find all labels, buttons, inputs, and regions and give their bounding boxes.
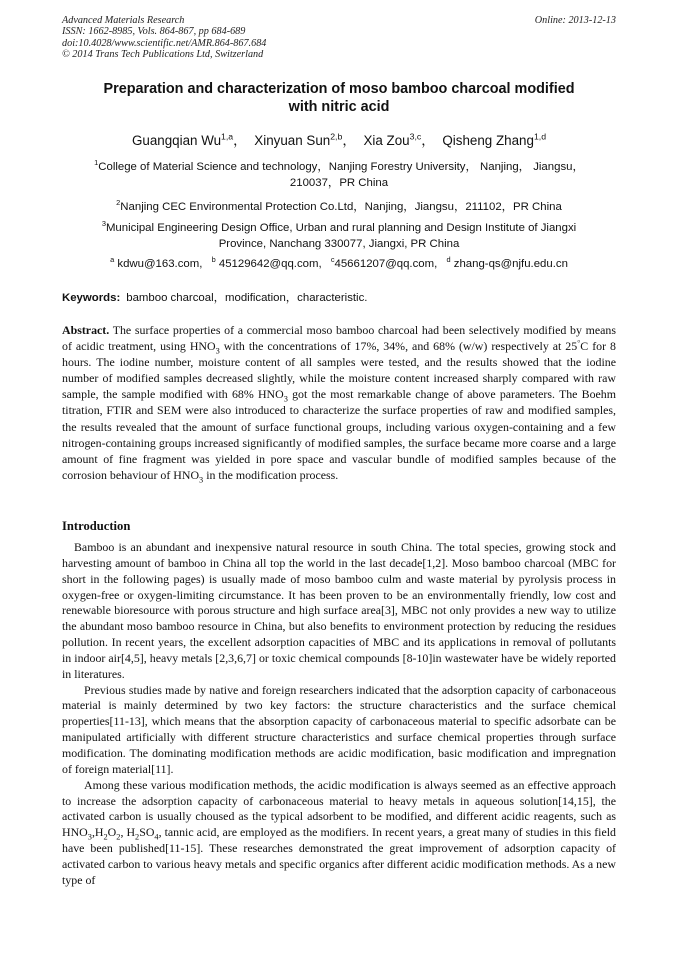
email-list <box>62 256 616 272</box>
journal-name: Advanced Materials Research <box>62 15 185 26</box>
author-name: Guangqian Wu <box>131 133 222 148</box>
copyright-line: © 2014 Trans Tech Publications Ltd, Switzerland <box>62 49 264 61</box>
email[interactable] <box>330 255 438 270</box>
subscript: 3 <box>283 394 288 404</box>
body-paragraph <box>62 778 616 889</box>
author-separator: ， <box>421 133 435 148</box>
email-address[interactable]: kdwu@163.com, <box>117 258 203 270</box>
doi-line[interactable]: doi:10.4028/www.scientific.net/AMR.864-867.684 <box>62 37 267 49</box>
issn-line: ISSN: 1662-8985, Vols. 864-867, pp 684-689 <box>62 26 246 38</box>
author-separator: ， <box>233 133 247 148</box>
affiliation-line: Municipal Engineering Design Office, Urban and rural planning and Design Institute of Jiangxi <box>105 222 577 234</box>
affiliation-line: Nanjing CEC Environmental Protection Co.Ltd，Nanjing，Jiangsu，211102，PR China <box>120 201 562 213</box>
title-line-2: with nitric acid <box>288 99 390 115</box>
email[interactable] <box>446 255 568 270</box>
abstract-text: C for 8 hours. The iodine number, moisture content of all samples were tested, and the results showed that the iodine number of modified samples decreased slightly, while the moisture content increased sharply compared with raw sample, the sample modified with 68% HNO <box>62 339 616 402</box>
author-affil-marker: 3,c <box>409 131 422 142</box>
email-marker: d <box>446 255 451 265</box>
abstract-text: The surface properties of a commercial moso bamboo charcoal had been selectively modified by means of acidic treatment, using HNO <box>62 323 616 354</box>
email[interactable] <box>211 255 322 270</box>
body-paragraph: Previous studies made by native and foreign researchers indicated that the adsorption capacity of carbonaceous material is mainly determined by two key factors: the structure characteristics and the surface chemical properties[11-13], which means that the absorption capacity of carbonaceous material to specific adsorbate can be manipulated artificially with different structure characteristics and surface chemical properties through surface modification. The dominating modification methods are acidic modification, basic modification and impregnation of foreign material[11]. <box>62 682 616 776</box>
journal-header <box>62 15 616 61</box>
abstract-text: with the concentrations of 17%, 34%, and 68% (w/w) respectively at 25 <box>219 339 578 354</box>
body-text: , H <box>120 825 136 840</box>
subscript: 2 <box>116 832 121 842</box>
email-address[interactable]: 45661207@qq.com, <box>334 258 438 270</box>
subscript: 2 <box>135 832 140 842</box>
title-line-1: Preparation and characterization of moso bamboo charcoal modified <box>103 81 575 97</box>
email-marker: c <box>330 255 335 265</box>
affiliation-marker: 3 <box>101 219 106 229</box>
abstract-text: in the modification process. <box>203 467 339 482</box>
abstract-text: got the most remarkable change of above parameters. The Boehm titration, FTIR and SEM were also introduced to characterize the surface properties of raw and modified samples, the results revealed that the amount of surface functional groups, including various oxygen-containing and a few nitrogen-containing groups increased significantly of modified samples, the surface became more coarse and a large amount of fine fragment was yielded in pore space and vascular bundle of modified samples because of the corrosion behaviour of HNO <box>62 387 616 482</box>
affiliation-marker: 2 <box>116 198 121 208</box>
affiliation-3 <box>62 220 616 252</box>
keywords-line <box>62 290 616 306</box>
abstract-label: Abstract. <box>62 323 110 337</box>
keywords-label: Keywords: <box>62 292 121 304</box>
author-affil-marker: 2,b <box>330 131 343 142</box>
email-address[interactable]: 45129642@qq.com, <box>218 258 322 270</box>
author-list <box>62 133 616 149</box>
affiliation-line: 210037，PR China <box>289 177 389 189</box>
introduction-body <box>62 540 616 889</box>
subscript: 3 <box>87 832 92 842</box>
body-text: SO <box>139 825 155 840</box>
section-heading-introduction: Introduction <box>62 519 131 533</box>
body-text: Among these various modification methods, the acidic modification is always seemed as an effective approach to increase the adsorption capacity of carbonaceous material to heavy metals in aqueous solution[14,15], the activated carbon is usually choused as the typical adsorbent to be modified, and different acidic reagents, such as HNO <box>62 777 616 840</box>
author-name: Xia Zou <box>363 133 410 148</box>
affiliation-line: Province, Nanchang 330077, Jiangxi, PR China <box>218 238 460 250</box>
subscript: 3 <box>215 346 220 356</box>
author-name: Qisheng Zhang <box>442 133 534 148</box>
degree-sign: ° <box>577 338 581 348</box>
author-separator: ， <box>342 133 356 148</box>
affiliation-line: College of Material Science and technology，Nanjing Forestry University， Nanjing， Jiangsu， <box>98 161 584 173</box>
body-text: , tannic acid, are employed as the modifiers. In recent years, a great many of studies in this field have been published[11-15]. These researches demonstrated the great improvement of adsorption capacity of activated carbon to various heavy metals and specific organics after different acidic modification methods. As a new type of <box>62 825 616 887</box>
affiliation-1 <box>62 159 616 191</box>
paper-title <box>62 80 616 116</box>
author <box>254 133 355 148</box>
email-address[interactable]: zhang-qs@njfu.edu.cn <box>453 258 568 270</box>
subscript: 2 <box>103 832 108 842</box>
abstract-paragraph <box>62 322 616 483</box>
author <box>363 133 434 148</box>
author-affil-marker: 1,a <box>221 131 234 142</box>
email[interactable] <box>110 255 203 270</box>
affiliation-2 <box>62 199 616 215</box>
email-marker: a <box>110 255 115 265</box>
subscript: 3 <box>199 475 204 485</box>
author <box>132 133 247 148</box>
subscript: 4 <box>154 832 159 842</box>
body-text: O <box>107 825 117 840</box>
author <box>442 133 546 148</box>
author-name: Xinyuan Sun <box>254 133 331 148</box>
keywords-text: bamboo charcoal，modification，characteristic. <box>126 292 368 304</box>
body-paragraph: Bamboo is an abundant and inexpensive natural resource in south China. The total species, growing stock and harvesting amount of bamboo in China all top the world in the last decade[1,2]. Moso bamboo charcoal (MBC for short in the following pages) is usually made of moso bamboo culm and waste material by pyrolysis process in oxygen-free or oxygen-limiting circumstance. It has been proven to be an environmentally friendly, low cost and renewable bioresource with porous structure and high surface area[3], MBC not only provides a new way to utilize the abundant moso bamboo resource in China, but also benefits to environment protection by reducing the residues pollution. In recent years, the excellent adsorption capacities of MBC and its applications in removal of pollutants in indoor air[4,5], heavy metals [2,3,6,7] or toxic chemical compounds [8-10]in wastewater have be widely reported in literatures. <box>62 540 616 681</box>
online-date: Online: 2013-12-13 <box>534 15 616 26</box>
email-marker: b <box>211 255 216 265</box>
author-affil-marker: 1,d <box>533 131 547 142</box>
body-text: ,H <box>91 825 104 840</box>
affiliation-marker: 1 <box>94 158 99 168</box>
